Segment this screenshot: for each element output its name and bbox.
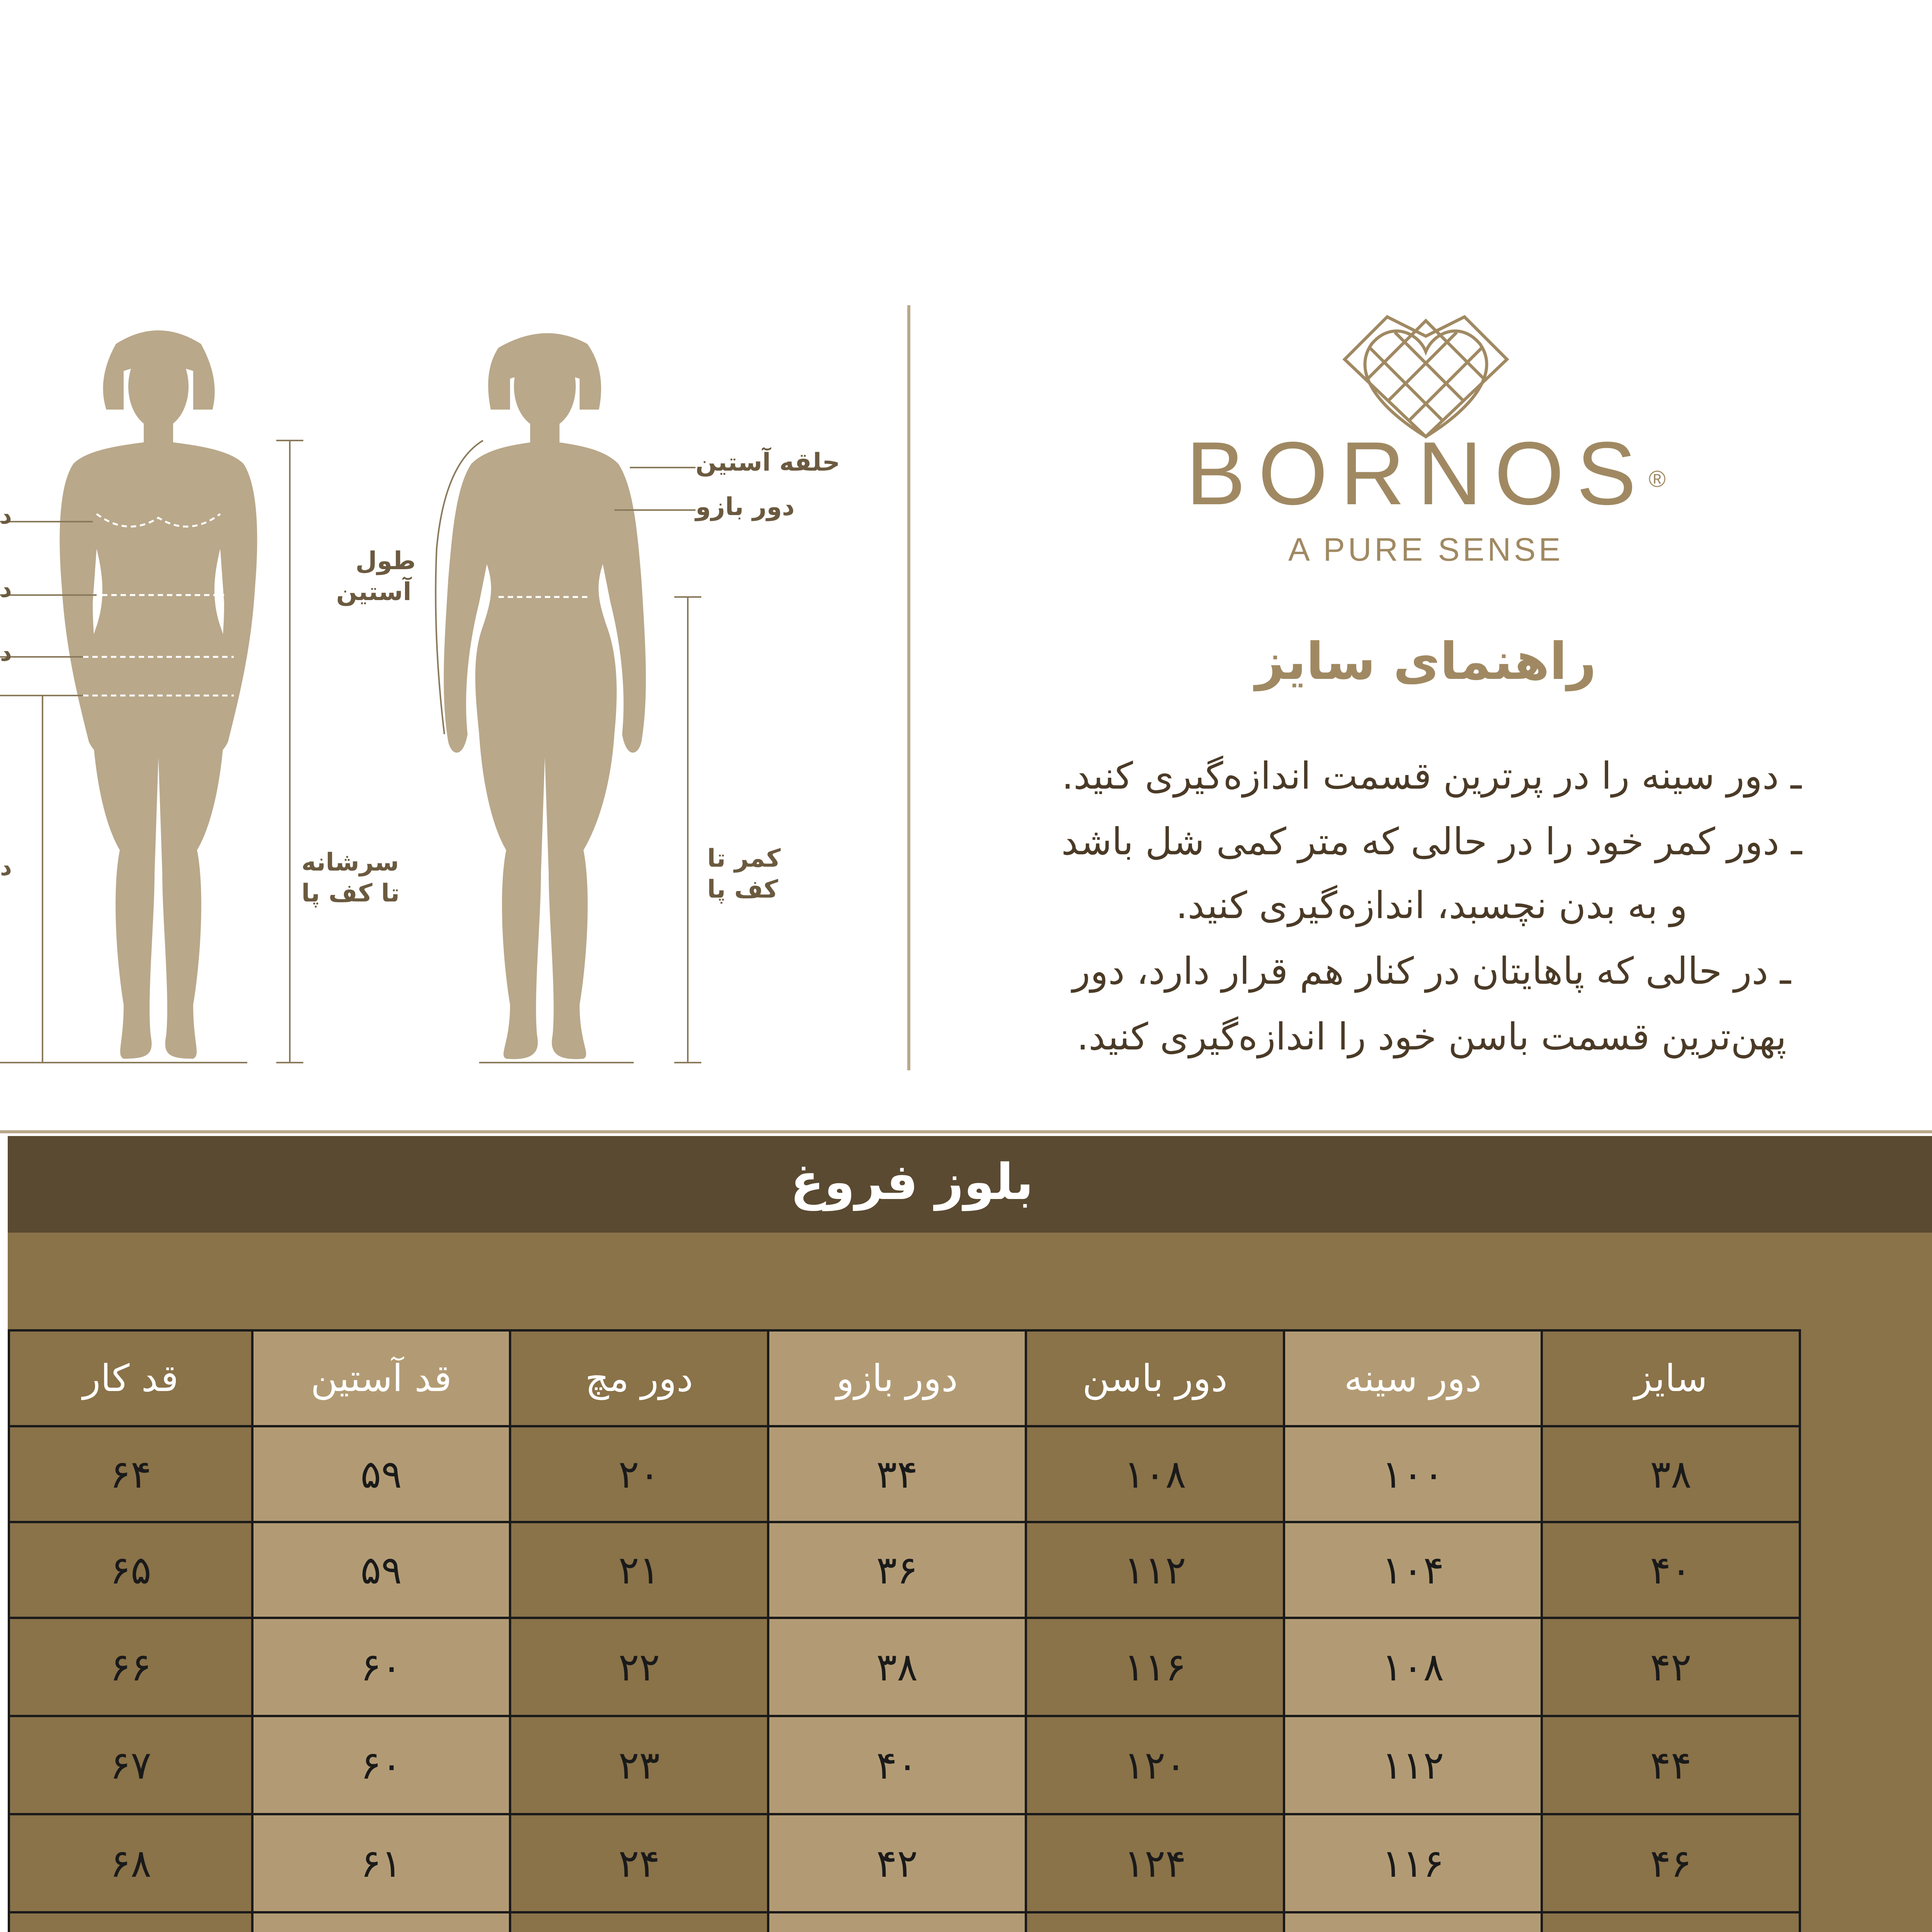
table-cell-hip: ۱۱۲ [1025,1521,1285,1619]
label-sleeve-length-line1: طول [355,547,416,575]
table-cell-hip: ۱۲۴ [1025,1813,1285,1913]
table-cell-wrist: ۲۳ [509,1715,769,1815]
guide-note-1: ـ دور سینه را در پرترین قسمت اندازه‌گیری کنید. [1061,754,1802,798]
table-cell-sleeve: ۶۰ [251,1617,511,1717]
header-hip: دور باسن [1025,1329,1285,1427]
table-cell-wrist: ۲۲ [509,1617,769,1717]
table-cell-size: ۴۰ [1541,1521,1801,1619]
table-cell-upper-arm: ۳۶ [767,1521,1027,1619]
table-background [8,1233,1932,1932]
guide-note-4: ـ در حالی که پاهایتان در کنار هم قرار دارد، دور [1072,949,1791,993]
label-cut-1: د [0,502,12,529]
table-cell-hip: ۱۲۰ [1025,1715,1285,1815]
table-cell-length: ۶۸ [8,1813,253,1913]
table-cell-upper-arm: ۳۴ [767,1425,1027,1523]
table-cell-length: ۶۵ [8,1521,253,1619]
table-cell-upper-arm: ۴۲ [767,1813,1027,1913]
label-waist-to-floor-line1: کمر تا [707,844,781,873]
figure-side-view [444,333,646,1059]
measurement-illustration [0,301,927,1074]
label-cut-4: د [0,854,12,881]
guide-note-3: و به بدن نچسبد، اندازه‌گیری کنید. [1176,884,1687,927]
label-cut-3: د [0,639,12,667]
table-cell-bust: ۱۰۴ [1283,1521,1543,1619]
table-cell-wrist: ۲۱ [509,1521,769,1619]
table-cell-size: ۳۸ [1541,1425,1801,1523]
table-cell-upper-arm: ۴۰ [767,1715,1027,1815]
guide-note-2: ـ دور کمر خود را در حالی که متر کمی شل باشد [1061,820,1802,863]
label-waist-to-floor-line2: کف پا [707,875,778,904]
table-cell-size: ۴۴ [1541,1715,1801,1815]
table-cell-hip: ۱۰۸ [1025,1425,1285,1523]
header-sleeve: قد آستین [251,1329,511,1427]
header-bust: دور سینه [1283,1329,1543,1427]
brand-name [1175,423,1677,524]
registered-mark: ® [1648,466,1666,492]
table-cell-upper-arm: ۳۸ [767,1617,1027,1717]
label-cut-2: د [0,576,12,603]
brand-tagline: A PURE SENSE [1288,531,1564,568]
header-upper-arm: دور بازو [767,1329,1027,1427]
label-shoulder-to-floor-line1: سرشانه [301,848,399,877]
label-upper-arm: دور بازو [696,493,795,521]
table-cell-sleeve: ۶۰ [251,1715,511,1815]
header-size: سایز [1541,1329,1801,1427]
table-cell-bust: ۱۰۸ [1283,1617,1543,1717]
label-shoulder-to-floor-line2: تا کف پا [301,879,400,908]
table-cell-wrist: ۲۴ [509,1813,769,1913]
table-cell-hip: ۱۱۶ [1025,1617,1285,1717]
table-cell-length: ۶۶ [8,1617,253,1717]
table-cell-sleeve: ۶۱ [251,1813,511,1913]
table-cell-size: ۴۶ [1541,1813,1801,1913]
table-cell-bust: ۱۱۲ [1283,1715,1543,1815]
table-cell-length: ۶۷ [8,1715,253,1815]
table-cell-size: ۴۲ [1541,1617,1801,1717]
product-title: بلوز فروغ [790,1153,1034,1211]
table-cell-bust: ۱۱۶ [1283,1813,1543,1913]
section-rule [0,1130,1932,1133]
header-wrist: دور مچ [509,1329,769,1427]
size-guide-title: راهنمای سایز [1255,632,1597,691]
table-cell-wrist: ۲۰ [509,1425,769,1523]
label-sleeve-length-line2: آستین [336,578,412,606]
table-cell-bust: ۱۰۰ [1283,1425,1543,1523]
header-length: قد کار [8,1329,253,1427]
guide-note-5: پهن‌ترین قسمت باسن خود را اندازه‌گیری کنید. [1077,1015,1787,1058]
table-cell-length: ۶۴ [8,1425,253,1523]
table-cell-sleeve: ۵۹ [251,1425,511,1523]
table-cell-sleeve: ۵۹ [251,1521,511,1619]
brand-name-text: BORNOS [1186,423,1649,524]
label-armhole: حلقه آستین [696,448,840,477]
